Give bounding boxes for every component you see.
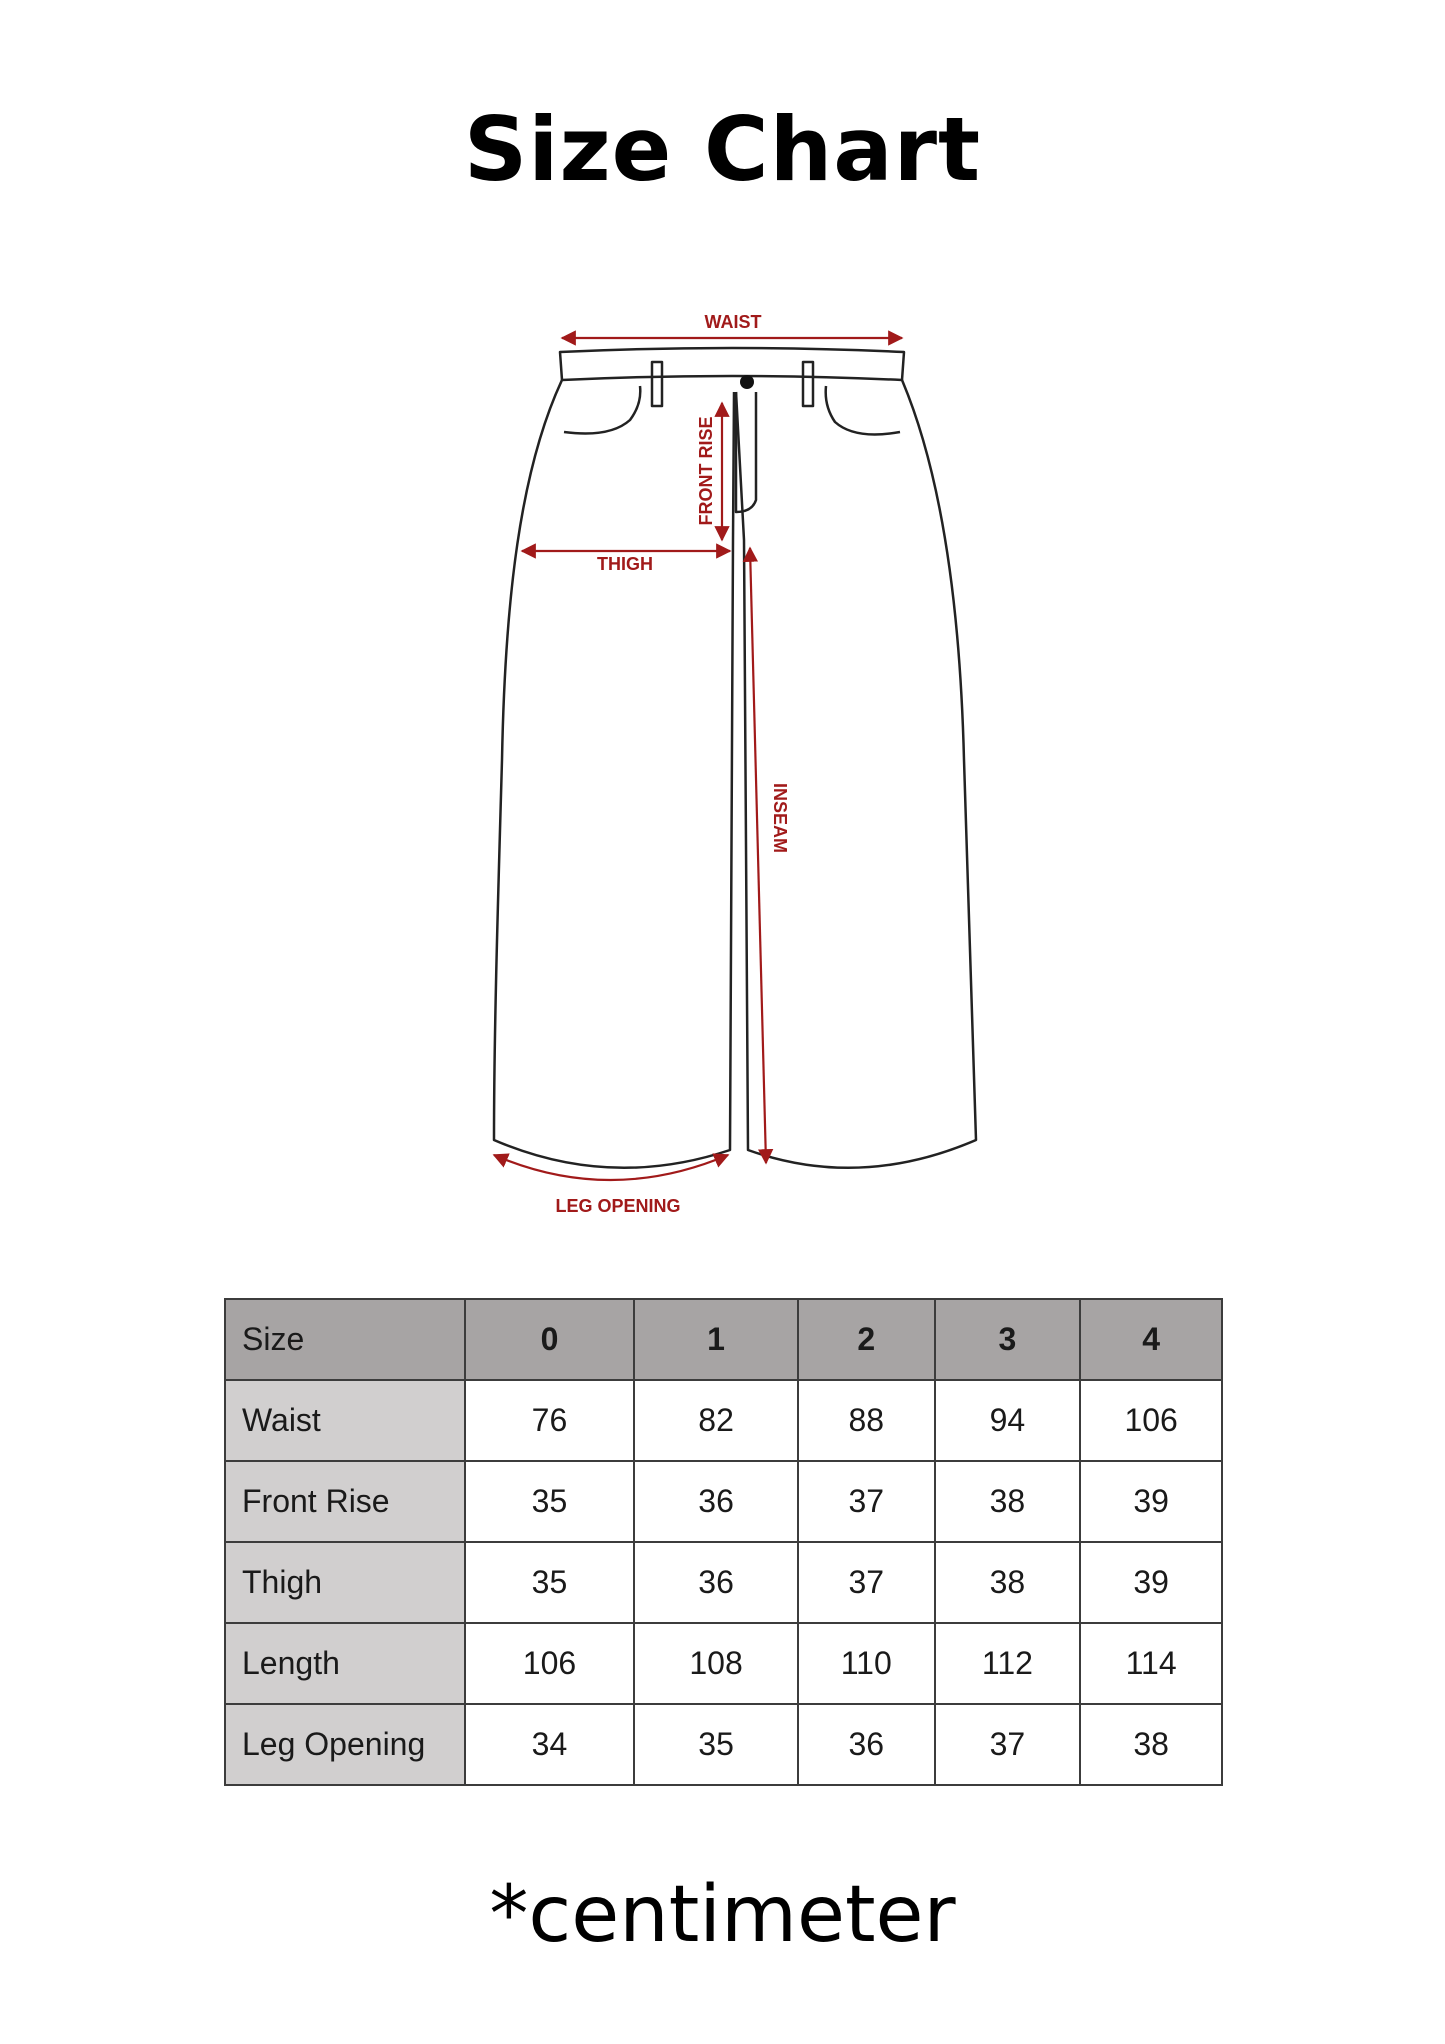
table-cell: 36 bbox=[634, 1542, 798, 1623]
size-header: 1 bbox=[634, 1299, 798, 1380]
table-cell: 37 bbox=[935, 1704, 1081, 1785]
row-label: Front Rise bbox=[225, 1461, 465, 1542]
table-cell: 94 bbox=[935, 1380, 1081, 1461]
size-header: 3 bbox=[935, 1299, 1081, 1380]
table-cell: 106 bbox=[465, 1623, 635, 1704]
leg-opening-label: LEG OPENING bbox=[555, 1196, 681, 1216]
size-header: 2 bbox=[798, 1299, 935, 1380]
table-cell: 110 bbox=[798, 1623, 935, 1704]
size-table bbox=[224, 1298, 1223, 1786]
waist-label: WAIST bbox=[704, 312, 762, 332]
thigh-label: THIGH bbox=[597, 554, 653, 574]
table-row bbox=[225, 1380, 1222, 1461]
pants-outline bbox=[494, 348, 976, 1168]
row-label: Leg Opening bbox=[225, 1704, 465, 1785]
size-header: 4 bbox=[1080, 1299, 1222, 1380]
table-cell: 82 bbox=[634, 1380, 798, 1461]
row-label: Waist bbox=[225, 1380, 465, 1461]
table-row bbox=[225, 1704, 1222, 1785]
table-row bbox=[225, 1461, 1222, 1542]
table-header-row bbox=[225, 1299, 1222, 1380]
button-icon bbox=[740, 375, 754, 389]
table-cell: 37 bbox=[798, 1542, 935, 1623]
inseam-label: INSEAM bbox=[770, 782, 790, 854]
row-label: Thigh bbox=[225, 1542, 465, 1623]
unit-note: *centimeter bbox=[489, 1870, 956, 1960]
table-cell: 34 bbox=[465, 1704, 635, 1785]
table-row bbox=[225, 1623, 1222, 1704]
table-cell: 37 bbox=[798, 1461, 935, 1542]
header-size-label: Size bbox=[225, 1299, 465, 1380]
table-cell: 108 bbox=[634, 1623, 798, 1704]
table-cell: 36 bbox=[634, 1461, 798, 1542]
size-header: 0 bbox=[465, 1299, 635, 1380]
table-row bbox=[225, 1542, 1222, 1623]
row-label: Length bbox=[225, 1623, 465, 1704]
table-cell: 112 bbox=[935, 1623, 1081, 1704]
table-cell: 36 bbox=[798, 1704, 935, 1785]
table-cell: 35 bbox=[465, 1542, 635, 1623]
table-cell: 38 bbox=[935, 1461, 1081, 1542]
table-cell: 114 bbox=[1080, 1623, 1222, 1704]
table-cell: 106 bbox=[1080, 1380, 1222, 1461]
inseam-arrow bbox=[750, 548, 766, 1163]
table-cell: 35 bbox=[634, 1704, 798, 1785]
front-rise-label: FRONT RISE bbox=[696, 416, 716, 526]
page-title: Size Chart bbox=[463, 98, 982, 201]
table-cell: 38 bbox=[935, 1542, 1081, 1623]
table-cell: 39 bbox=[1080, 1542, 1222, 1623]
table-cell: 35 bbox=[465, 1461, 635, 1542]
table-cell: 76 bbox=[465, 1380, 635, 1461]
table-cell: 88 bbox=[798, 1380, 935, 1461]
table-cell: 39 bbox=[1080, 1461, 1222, 1542]
table-cell: 38 bbox=[1080, 1704, 1222, 1785]
